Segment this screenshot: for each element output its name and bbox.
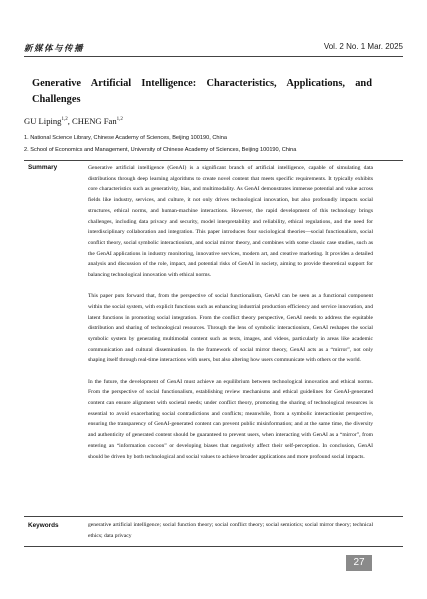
running-header: [24, 42, 403, 56]
author-name: GU Liping: [24, 116, 62, 126]
keywords-label: Keywords: [28, 522, 59, 529]
keywords-bottom-divider: [24, 546, 403, 547]
issue-info: Vol. 2 No. 1 Mar. 2025: [323, 42, 403, 51]
summary-label: Summary: [28, 164, 58, 171]
keywords-text: generative artificial intelligence; social function theory; social conflict theory; social semiotics; social mirror theory; technical ethics; data privacy: [88, 522, 373, 539]
journal-logo: 新媒体与传播: [24, 43, 85, 53]
header-divider: [24, 56, 403, 57]
summary-paragraph: Generative artificial intelligence (GenAI) is a significant branch of artificial intelligence, capable of simulating data distributions through deep learning algorithms to create novel content that meets specific requirements. It typically exhibits core characteristics such as generativity, bias, and multimodality. As GenAI demonstrates immense potential and value across fields like industry, services, and culture, it not only drives technological innovation, but also profoundly impacts social structures, ethical norms, and human-machine interactions. However, the rapid development of this technology brings challenges, including data privacy and security, model interpretability and reliability, ethical regulations, and the need for interdisciplinary collaboration and integration. This paper introduces four sociological theories—social functionalism, social conflict theory, social symbolic interactionism, and social mirror theory, and combines with some classic case studies, such as the GenAI applications in industry monitoring, innovative services, modern art, and creative marketing. It provides a detailed analysis and discussion of the role, impact, and potential risks of GenAI in society, aiming to provide theoretical support for balancing technological innovation with ethical norms.: [88, 165, 373, 279]
affiliation-1: 1. National Science Library, Chinese Academy of Sciences, Beijing 100190, China: [24, 135, 227, 141]
summary-top-divider: [24, 160, 403, 161]
article-title: Generative Artificial Intelligence: Characteristics, Applications, and Challenges: [32, 78, 372, 105]
summary-paragraph: In the future, the development of GenAI must achieve an equilibrium between technological innovation and ethical norms. From the perspective of social functionalism, establishing review mechanisms and ethical guidelines for GenAI-generated content can ensure alignment with societal needs; under conflict theory, promoting the sharing of technological resources is essential to avoid exacerbating social contradictions and conflicts; meanwhile, from a symbolic interactionist perspective, ensuring the transparency of GenAI-generated content can prevent public misinformation; and at the same time, the diversity and authenticity of generated content should be guaranteed to prevent users, when interacting with GenAI as a “mirror”, from entering an “information cocoon” or developing biases that negatively affect their self-perception. In conclusion, GenAI should be driven by both technological and social values to achieve broader applications and more profound social impacts.: [88, 378, 373, 460]
author-separator: ,: [67, 116, 73, 126]
page-number: 27: [346, 555, 372, 571]
author-name: CHENG Fan: [72, 116, 117, 126]
summary-body: [88, 163, 373, 473]
author-affiliation-mark: 1,2: [116, 117, 123, 123]
author-line: [24, 116, 123, 126]
author-affiliation-mark: 1,2: [61, 117, 68, 123]
keywords-top-divider: [24, 516, 403, 517]
affiliation-2: 2. School of Economics and Management, University of Chinese Academy of Sciences, Beijing 100190, China: [24, 147, 297, 153]
summary-paragraph: This paper puts forward that, from the perspective of social functionalism, GenAI can be seen as a functional component within the social system, with explicit functions such as enhancing industrial production efficiency and service innovation, and latent functions in promoting social integration. From the conflict theory perspective, GenAI needs to address the equitable distribution and sharing of technological resources. Through the lens of symbolic interactionism, GenAI reshapes the social symbolic system by generating multimodal content such as texts, images, and videos, particularly in areas like academic communication and cultural dissemination. In the framework of social mirror theory, GenAI acts as a “mirror”, not only shaping itself through real-time interactions with users, but also altering how users communicate with others or the world.: [88, 293, 373, 364]
